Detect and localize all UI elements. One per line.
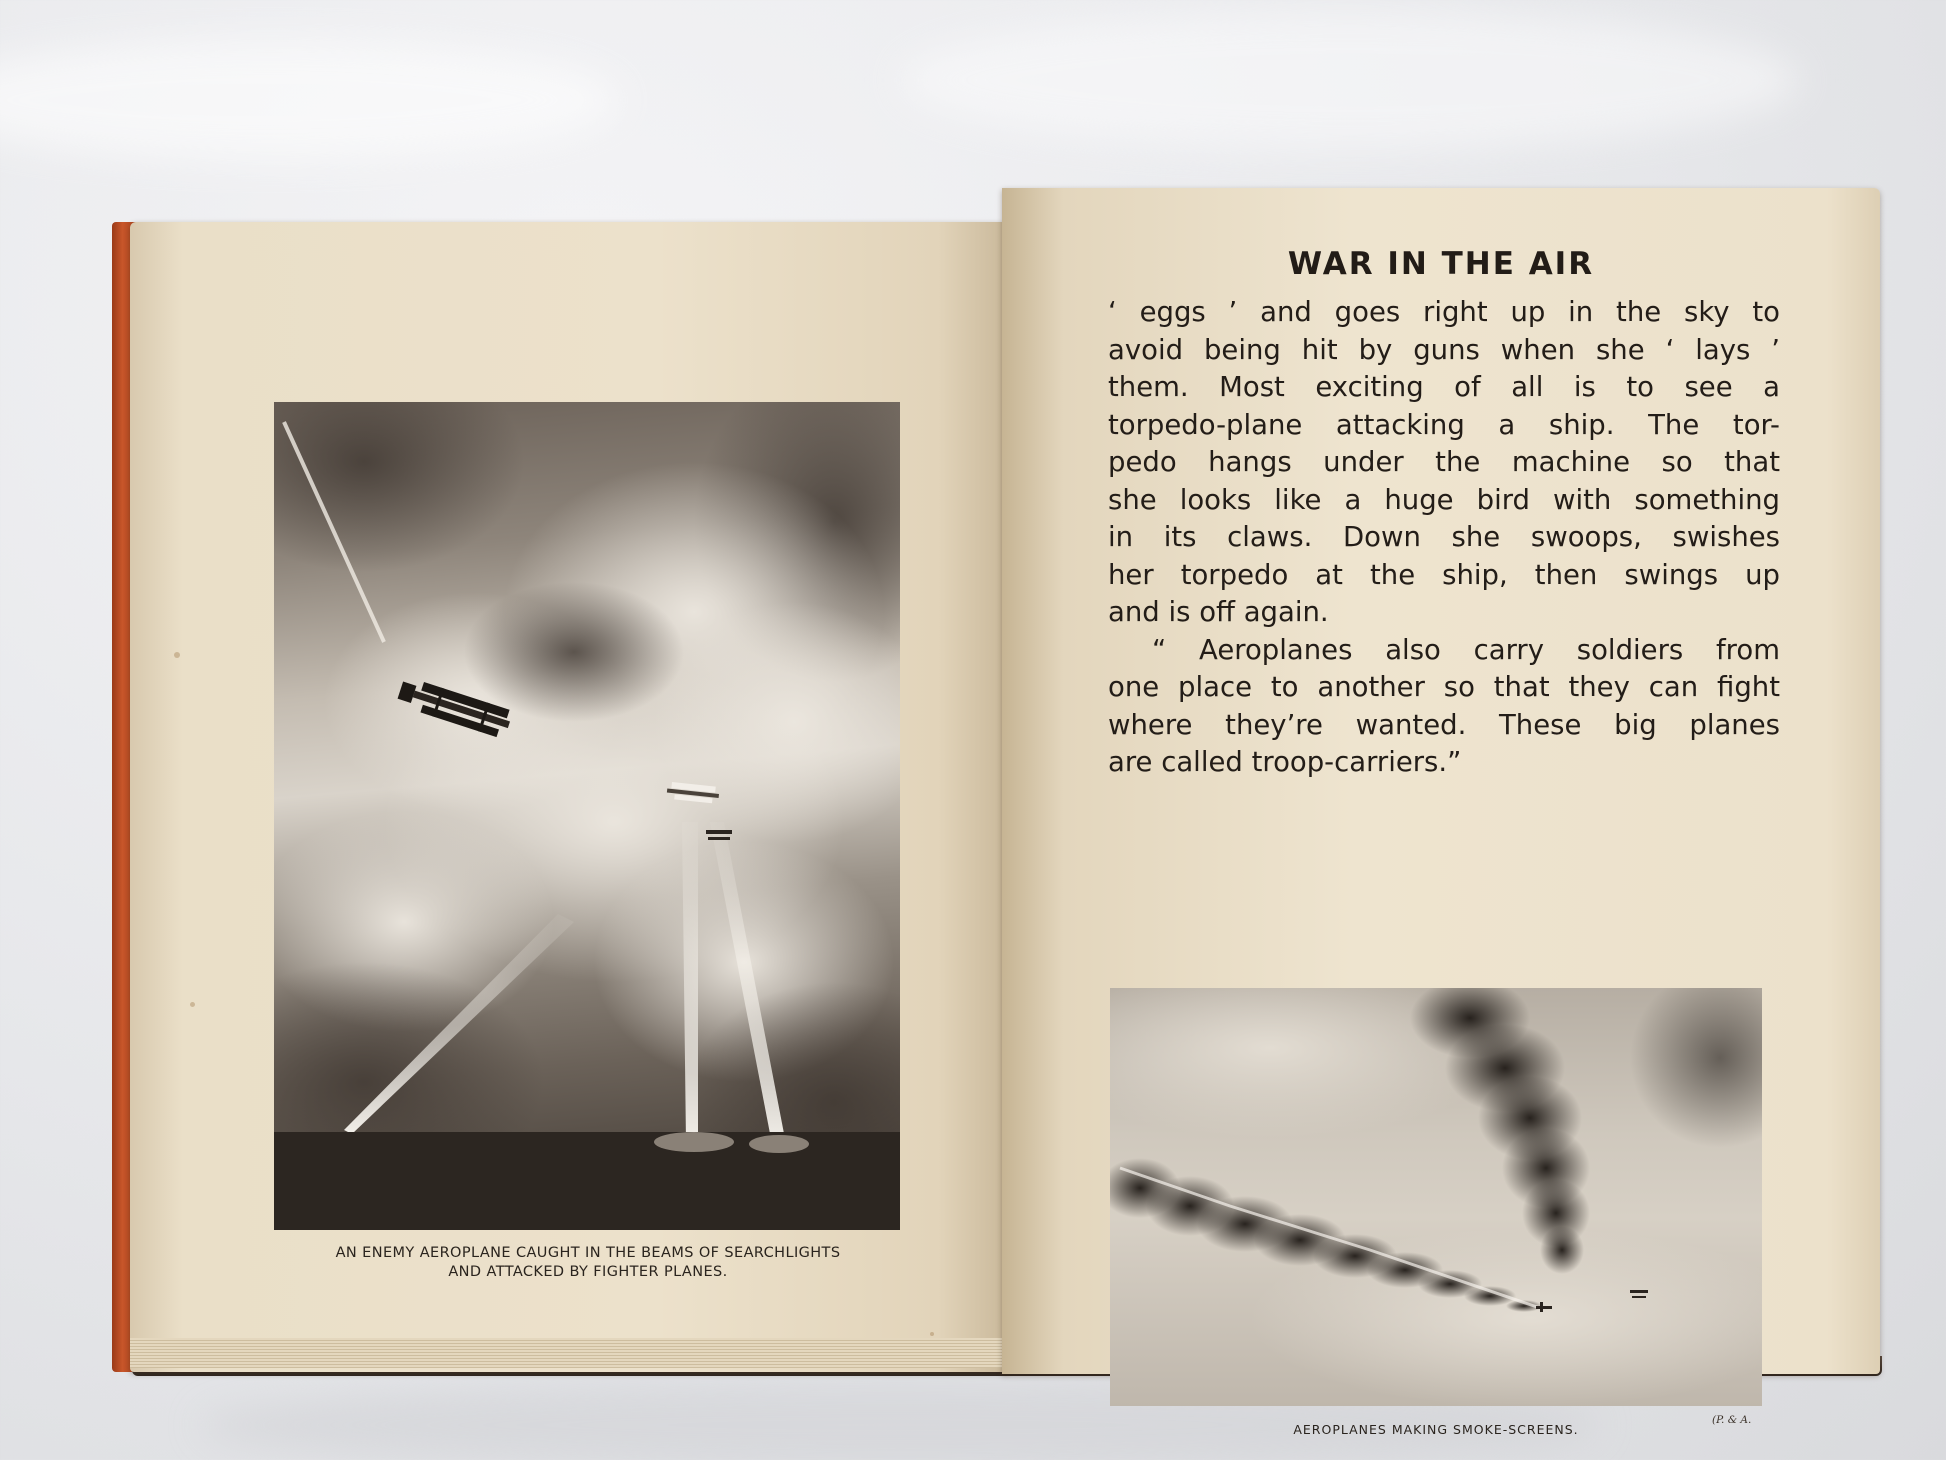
text-line: her torpedo at the ship, then swings up (1108, 558, 1780, 591)
plate-caption-line: AN ENEMY AEROPLANE CAUGHT IN THE BEAMS OF SEARCHLIGHTS (335, 1245, 841, 1261)
searchlight-plate-image (274, 402, 900, 1230)
foxing-spot (190, 1002, 195, 1007)
text-line: them. Most exciting of all is to see a (1108, 371, 1780, 403)
text-line: and is off again. (1108, 596, 1329, 628)
smoke-screen-photo (1110, 988, 1762, 1406)
plate-caption-line: AND ATTACKED BY FIGHTER PLANES. (448, 1264, 728, 1280)
sheet-fold (900, 10, 1800, 150)
photo-caption: AEROPLANES MAKING SMOKE-SCREENS. (1293, 1422, 1579, 1437)
text-line: torpedo-plane attacking a ship. The tor- (1108, 408, 1780, 441)
text-line: one place to another so that they can fight (1108, 671, 1780, 703)
text-line: where they’re wanted. These big planes (1108, 708, 1780, 741)
photo-credit: (P. & A. (1712, 1414, 1752, 1426)
running-head: WAR IN THE AIR (1287, 246, 1595, 282)
foxing-spot (174, 652, 180, 658)
text-line: avoid being hit by guns when she ‘ lays ’ (1108, 333, 1780, 366)
text-line: are called troop-carriers.” (1108, 746, 1462, 778)
plate-caption (260, 1244, 916, 1282)
text-line: ‘ eggs ’ and goes right up in the sky to (1108, 296, 1780, 328)
foxing-spot (930, 1332, 934, 1336)
text-line: pedo hangs under the machine so that (1108, 446, 1780, 478)
page-edges (130, 1338, 1002, 1368)
smoke-screen-illustration (1110, 988, 1762, 1406)
right-page (1002, 188, 1880, 1437)
text-line: “ Aeroplanes also carry soldiers from (1152, 633, 1780, 666)
text-line: in its claws. Down she swoops, swishes (1108, 521, 1780, 553)
text-line: she looks like a huge bird with something (1108, 483, 1780, 516)
searchlight-illustration (274, 402, 900, 1230)
body-text (1108, 294, 1780, 782)
sheet-fold (0, 40, 620, 160)
open-book (112, 188, 1880, 1437)
left-page (130, 222, 1008, 1372)
